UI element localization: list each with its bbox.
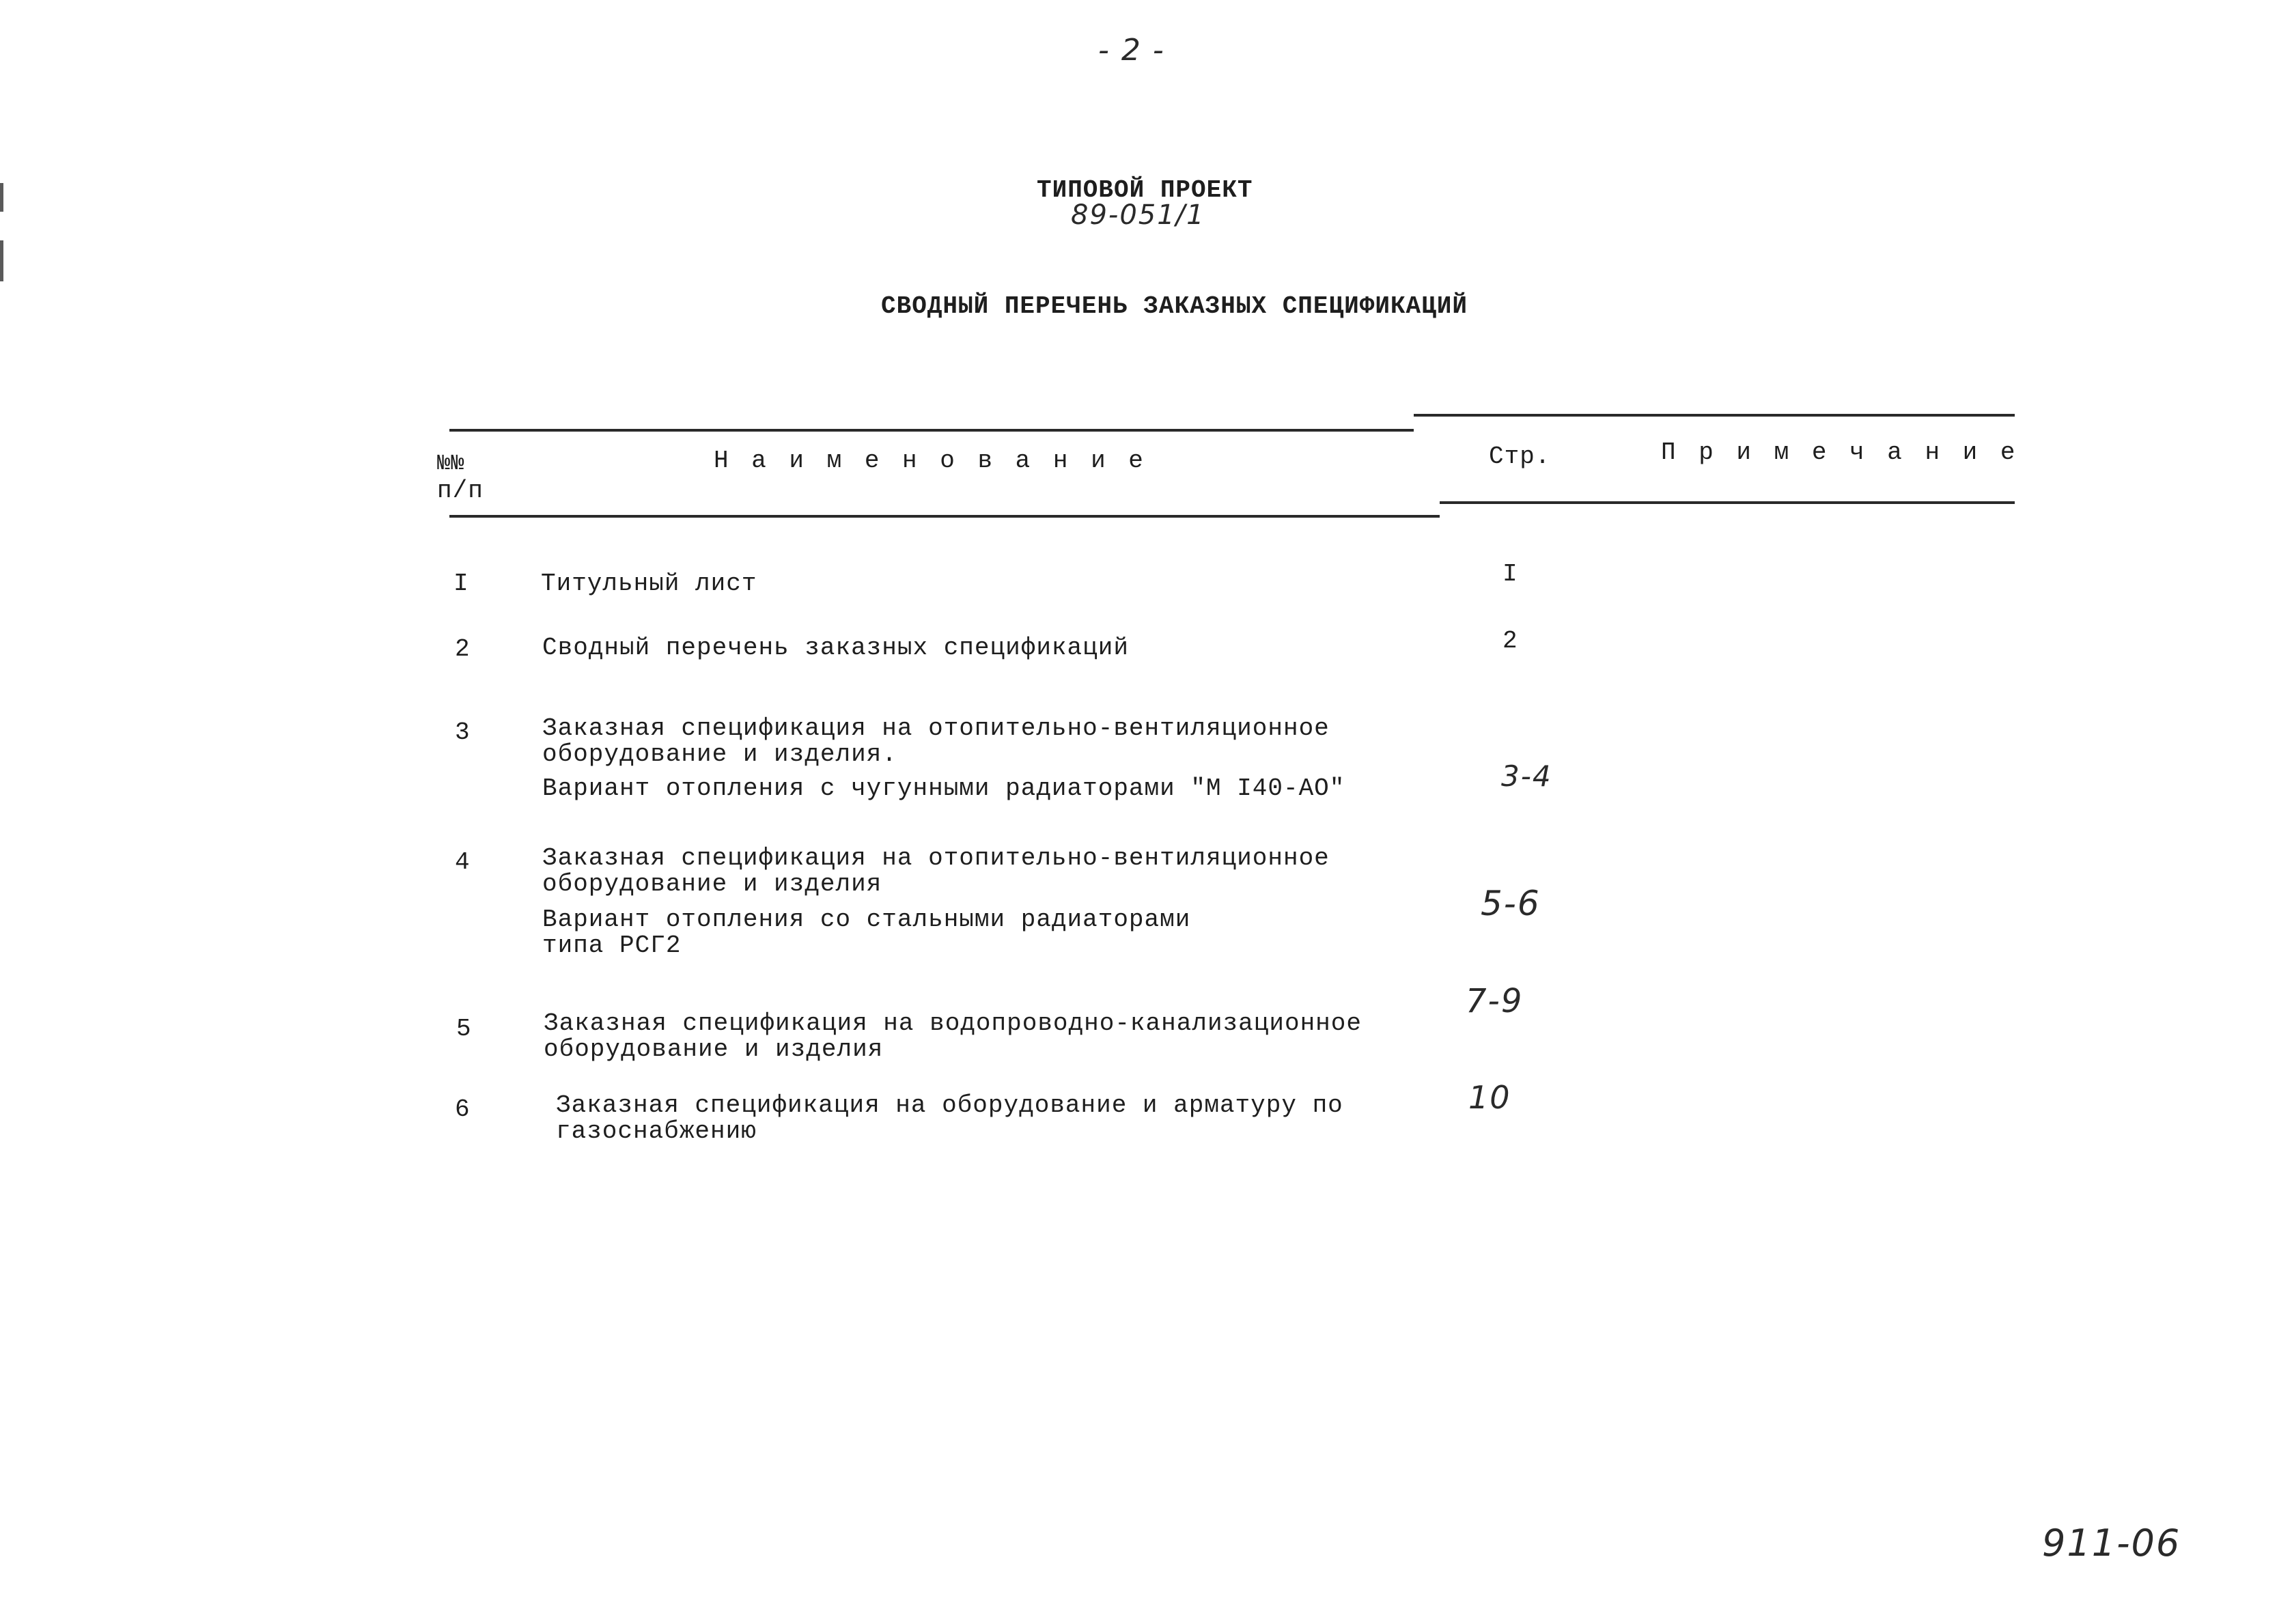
row-name-line: оборудование и изделия: [544, 1035, 884, 1063]
row-number: 2: [455, 635, 471, 663]
row-name-line: Титульный лист: [541, 570, 757, 598]
header-num: №№: [437, 451, 465, 476]
table-header-rule: [449, 515, 1440, 518]
row-number: 5: [456, 1015, 472, 1043]
row-name-line: газоснабжению: [556, 1117, 757, 1145]
row-page: I: [1503, 560, 1518, 588]
header-num: п/п: [437, 477, 484, 505]
row-number: 6: [455, 1095, 471, 1123]
row-name-line: Вариант отопления с чугунными радиаторами "М I40-АО": [542, 774, 1345, 802]
page-number: - 2 -: [1098, 33, 1165, 68]
row-number: 3: [455, 718, 471, 746]
scan-edge-mark: [0, 240, 3, 281]
footer-code: 911-06: [2042, 1522, 2181, 1565]
row-name-line: Заказная спецификация на отопительно-вентиляционное: [542, 844, 1330, 872]
row-number: I: [453, 570, 469, 598]
row-name-line: Заказная спецификация на отопительно-вентиляционное: [542, 714, 1330, 742]
row-page: 5-6: [1481, 884, 1541, 923]
table-top-rule: [1414, 414, 2015, 417]
header-note: П р и м е ч а н и е: [1661, 438, 2020, 466]
row-name-line: Заказная спецификация на водопроводно-канализационное: [544, 1009, 1362, 1037]
scan-edge-mark: [0, 183, 3, 212]
row-number: 4: [455, 848, 471, 876]
header-name: Н а и м е н о в а н и е: [714, 447, 1147, 475]
row-name-line: Заказная спецификация на оборудование и арматуру по: [556, 1091, 1343, 1119]
header-page: Стр.: [1489, 443, 1551, 471]
row-page: 10: [1468, 1079, 1511, 1116]
project-label: ТИПОВОЙ ПРОЕКТ: [1037, 176, 1253, 204]
project-code: 89-051/1: [1071, 199, 1205, 231]
row-page: 2: [1503, 627, 1518, 655]
document-title: СВОДНЫЙ ПЕРЕЧЕНЬ ЗАКАЗНЫХ СПЕЦИФИКАЦИЙ: [881, 292, 1468, 320]
table-header-rule: [1440, 501, 2015, 504]
row-name-line: оборудование и изделия.: [542, 740, 897, 768]
row-name-line: Вариант отопления со стальными радиаторами: [542, 906, 1191, 934]
row-page: 3-4: [1501, 759, 1552, 793]
row-name-line: оборудование и изделия: [542, 870, 882, 898]
row-name-line: типа РСГ2: [542, 932, 682, 960]
table-top-rule: [449, 429, 1414, 432]
row-name-line: Сводный перечень заказных спецификаций: [542, 634, 1129, 662]
row-page: 7-9: [1466, 982, 1524, 1020]
